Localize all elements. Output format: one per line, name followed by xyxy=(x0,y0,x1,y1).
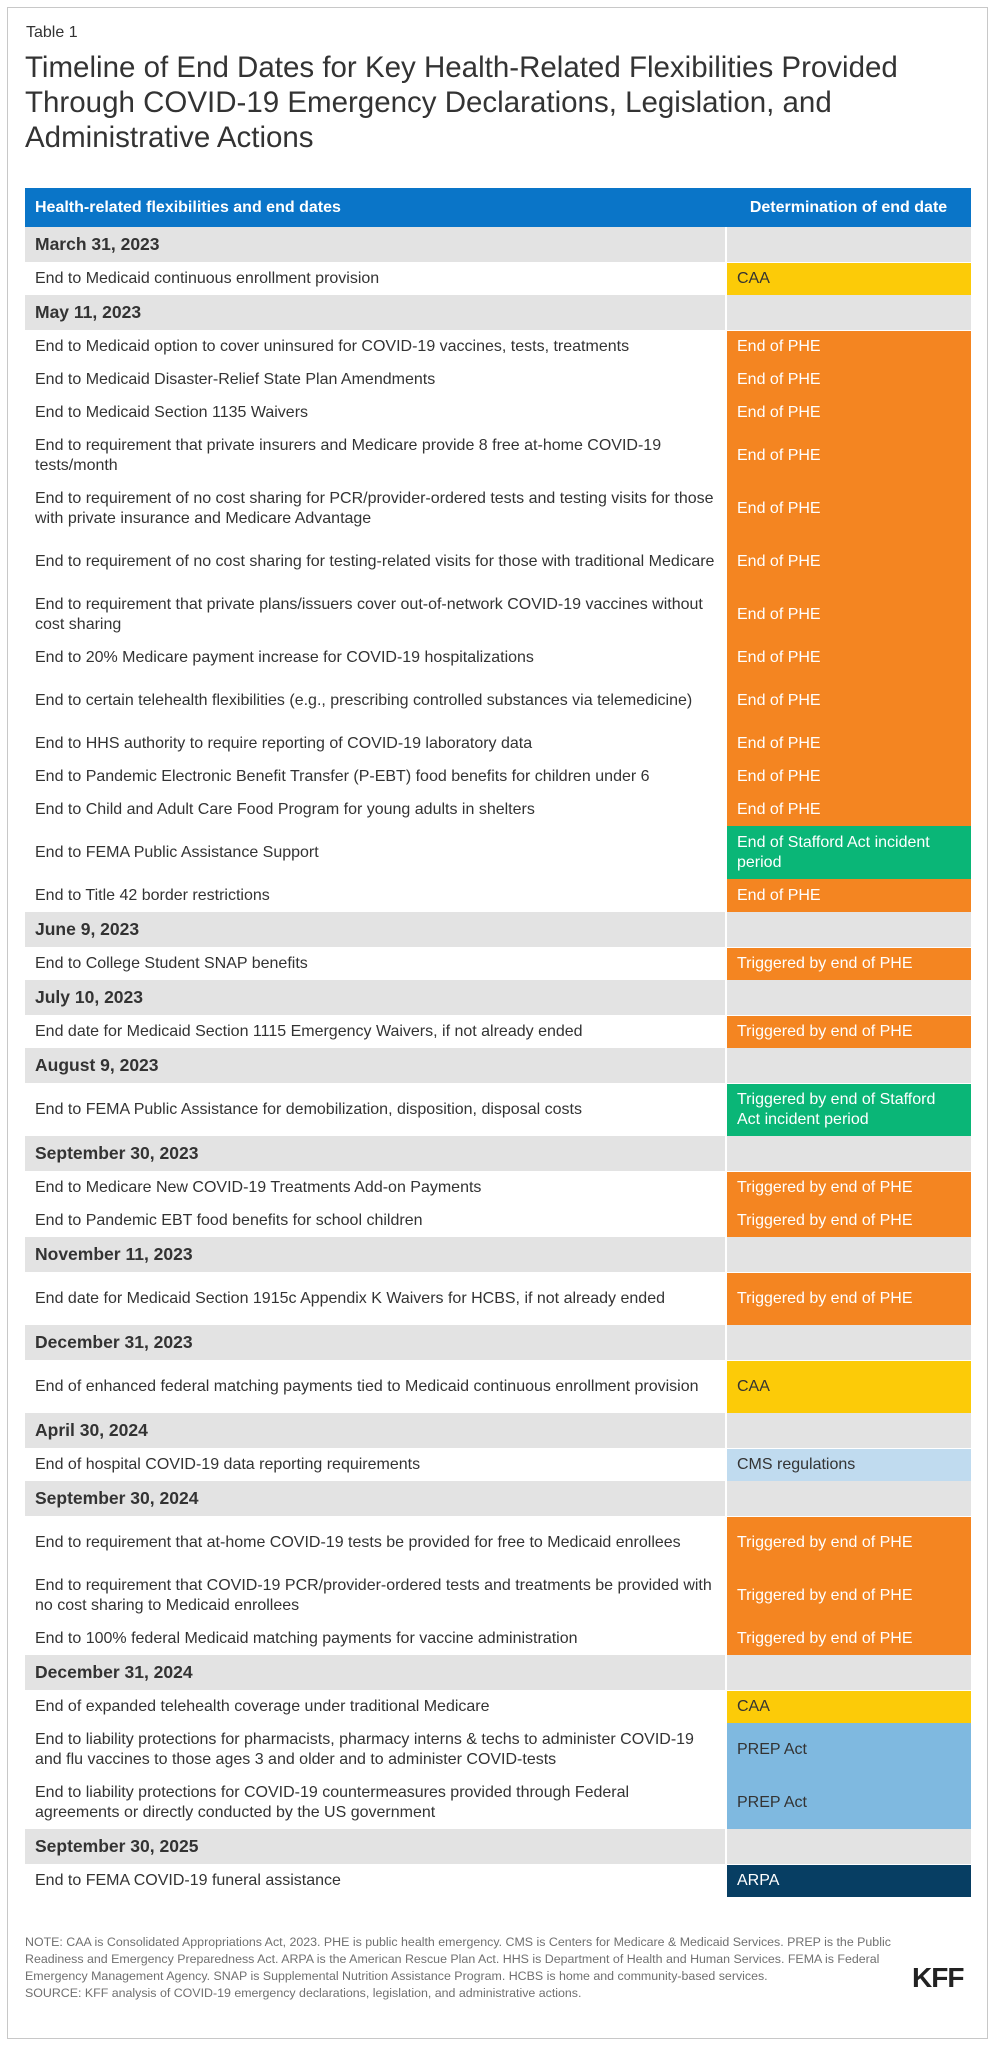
date-group-empty-cell xyxy=(726,1237,971,1272)
flexibility-description: End date for Medicaid Section 1915c Appendix K Waivers for HCBS, if not already ended xyxy=(25,1272,726,1325)
date-group-row xyxy=(25,1237,971,1272)
date-group-label: September 30, 2025 xyxy=(25,1829,726,1864)
determination-badge: End of PHE xyxy=(726,482,971,535)
date-group-row xyxy=(25,295,971,330)
flexibility-description: End to requirement of no cost sharing for PCR/provider-ordered tests and testing visits for those with private insurance and Medicare Advantage xyxy=(25,482,726,535)
determination-badge: End of PHE xyxy=(726,674,971,727)
page-title: Timeline of End Dates for Key Health-Related Flexibilities Provided Through COVID-19 Emergency Declarations, Legislation, and Administrative Actions xyxy=(25,51,898,154)
table-row xyxy=(25,1690,971,1723)
table-row xyxy=(25,1083,971,1136)
flexibility-description: End to Medicaid continuous enrollment provision xyxy=(25,262,726,295)
table-row xyxy=(25,363,971,396)
table-row xyxy=(25,826,971,879)
flexibility-description: End date for Medicaid Section 1115 Emergency Waivers, if not already ended xyxy=(25,1015,726,1048)
table-row xyxy=(25,588,971,641)
date-group-row xyxy=(25,980,971,1015)
date-group-empty-cell xyxy=(726,295,971,330)
date-group-label: June 9, 2023 xyxy=(25,912,726,947)
date-group-label: July 10, 2023 xyxy=(25,980,726,1015)
table-row xyxy=(25,879,971,912)
flexibility-description: End to certain telehealth flexibilities (e.g., prescribing controlled substances via telemedicine) xyxy=(25,674,726,727)
date-group-label: August 9, 2023 xyxy=(25,1048,726,1083)
table-row xyxy=(25,1171,971,1204)
date-group-label: September 30, 2023 xyxy=(25,1136,726,1171)
date-group-row xyxy=(25,1829,971,1864)
determination-badge: End of PHE xyxy=(726,588,971,641)
flexibility-description: End to Medicaid option to cover uninsured for COVID-19 vaccines, tests, treatments xyxy=(25,330,726,363)
table-row xyxy=(25,641,971,674)
determination-badge: PREP Act xyxy=(726,1776,971,1829)
table-row xyxy=(25,1622,971,1655)
date-group-empty-cell xyxy=(726,1655,971,1690)
determination-badge: End of PHE xyxy=(726,396,971,429)
flexibility-description: End to Pandemic EBT food benefits for school children xyxy=(25,1204,726,1237)
table-row xyxy=(25,727,971,760)
table-row xyxy=(25,1516,971,1569)
date-group-empty-cell xyxy=(726,1481,971,1516)
determination-badge: CAA xyxy=(726,1690,971,1723)
date-group-label: December 31, 2023 xyxy=(25,1325,726,1360)
determination-badge: CMS regulations xyxy=(726,1448,971,1481)
determination-badge: Triggered by end of PHE xyxy=(726,1272,971,1325)
flexibility-description: End of enhanced federal matching payments tied to Medicaid continuous enrollment provision xyxy=(25,1360,726,1413)
table-row xyxy=(25,1015,971,1048)
determination-badge: End of PHE xyxy=(726,363,971,396)
date-group-empty-cell xyxy=(726,1048,971,1083)
determination-badge: Triggered by end of PHE xyxy=(726,1171,971,1204)
date-group-row xyxy=(25,912,971,947)
flexibility-description: End to College Student SNAP benefits xyxy=(25,947,726,980)
table-row xyxy=(25,1448,971,1481)
determination-badge: Triggered by end of PHE xyxy=(726,1569,971,1622)
table-row xyxy=(25,429,971,482)
determination-badge: Triggered by end of Stafford Act incident period xyxy=(726,1083,971,1136)
table-row xyxy=(25,947,971,980)
determination-badge: End of PHE xyxy=(726,793,971,826)
date-group-row xyxy=(25,227,971,262)
determination-badge: CAA xyxy=(726,1360,971,1413)
determination-badge: End of PHE xyxy=(726,879,971,912)
table-row xyxy=(25,262,971,295)
flexibility-description: End to 100% federal Medicaid matching payments for vaccine administration xyxy=(25,1622,726,1655)
flexibility-description: End to Medicaid Disaster-Relief State Plan Amendments xyxy=(25,363,726,396)
date-group-label: December 31, 2024 xyxy=(25,1655,726,1690)
determination-badge: Triggered by end of PHE xyxy=(726,1622,971,1655)
flexibility-description: End to 20% Medicare payment increase for COVID-19 hospitalizations xyxy=(25,641,726,674)
determination-badge: ARPA xyxy=(726,1864,971,1897)
column-header-flexibilities: Health-related flexibilities and end dates xyxy=(25,188,726,227)
table-row xyxy=(25,1272,971,1325)
flexibility-description: End to Medicare New COVID-19 Treatments Add-on Payments xyxy=(25,1171,726,1204)
flexibility-description: End to Pandemic Electronic Benefit Transfer (P-EBT) food benefits for children under 6 xyxy=(25,760,726,793)
date-group-row xyxy=(25,1481,971,1516)
flexibility-description: End to requirement that COVID-19 PCR/provider-ordered tests and treatments be provided with no cost sharing to Medicaid enrollees xyxy=(25,1569,726,1622)
date-group-empty-cell xyxy=(726,1413,971,1448)
date-group-empty-cell xyxy=(726,1325,971,1360)
footer-note: NOTE: CAA is Consolidated Appropriations Act, 2023. PHE is public health emergency. CMS is Centers for Medicare & Medicaid Services. PREP is the Public Readiness and Emergency Preparedness Act. ARPA is the American Rescue Plan Act. HHS is Department of Health and Human Services. FEMA is Federal Emergency Management Agency. SNAP is Supplemental Nutrition Assistance Program. HCBS is home and community-based services. xyxy=(25,1935,891,1983)
date-group-label: April 30, 2024 xyxy=(25,1413,726,1448)
table-row xyxy=(25,482,971,535)
determination-badge: CAA xyxy=(726,262,971,295)
table-row xyxy=(25,396,971,429)
flexibility-description: End to requirement that at-home COVID-19 tests be provided for free to Medicaid enrollees xyxy=(25,1516,726,1569)
flexibility-description: End of hospital COVID-19 data reporting requirements xyxy=(25,1448,726,1481)
date-group-row xyxy=(25,1325,971,1360)
determination-badge: End of PHE xyxy=(726,330,971,363)
flexibility-description: End to Title 42 border restrictions xyxy=(25,879,726,912)
flexibility-description: End to FEMA Public Assistance Support xyxy=(25,826,726,879)
date-group-row xyxy=(25,1136,971,1171)
flexibility-description: End to liability protections for pharmacists, pharmacy interns & techs to administer COVID-19 and flu vaccines to those ages 3 and older and to administer COVID-tests xyxy=(25,1723,726,1776)
determination-badge: End of PHE xyxy=(726,535,971,588)
date-group-empty-cell xyxy=(726,227,971,262)
table-row xyxy=(25,1569,971,1622)
determination-badge: Triggered by end of PHE xyxy=(726,1015,971,1048)
footer-notes xyxy=(25,1934,910,2002)
date-group-label: May 11, 2023 xyxy=(25,295,726,330)
date-group-row xyxy=(25,1413,971,1448)
determination-badge: Triggered by end of PHE xyxy=(726,1516,971,1569)
date-group-row xyxy=(25,1048,971,1083)
flexibility-description: End to HHS authority to require reporting of COVID-19 laboratory data xyxy=(25,727,726,760)
table-row xyxy=(25,1360,971,1413)
determination-badge: Triggered by end of PHE xyxy=(726,947,971,980)
flexibility-description: End of expanded telehealth coverage under traditional Medicare xyxy=(25,1690,726,1723)
flexibility-description: End to Medicaid Section 1135 Waivers xyxy=(25,396,726,429)
table-header-row xyxy=(25,188,971,227)
table-row xyxy=(25,1723,971,1776)
table-body xyxy=(25,227,971,1897)
flexibility-description: End to requirement that private plans/issuers cover out-of-network COVID-19 vaccines without cost sharing xyxy=(25,588,726,641)
table-row xyxy=(25,330,971,363)
date-group-label: March 31, 2023 xyxy=(25,227,726,262)
date-group-empty-cell xyxy=(726,1136,971,1171)
kff-logo: KFF xyxy=(912,1962,964,1993)
date-group-empty-cell xyxy=(726,980,971,1015)
determination-badge: End of PHE xyxy=(726,429,971,482)
date-group-label: September 30, 2024 xyxy=(25,1481,726,1516)
determination-badge: End of PHE xyxy=(726,760,971,793)
flexibility-description: End to FEMA COVID-19 funeral assistance xyxy=(25,1864,726,1897)
date-group-empty-cell xyxy=(726,912,971,947)
footer-source: SOURCE: KFF analysis of COVID-19 emergency declarations, legislation, and administrative actions. xyxy=(25,1986,582,2000)
table-row xyxy=(25,674,971,727)
determination-badge: Triggered by end of PHE xyxy=(726,1204,971,1237)
flexibility-description: End to FEMA Public Assistance for demobilization, disposition, disposal costs xyxy=(25,1083,726,1136)
date-group-empty-cell xyxy=(726,1829,971,1864)
determination-badge: PREP Act xyxy=(726,1723,971,1776)
flexibility-description: End to requirement of no cost sharing for testing-related visits for those with traditional Medicare xyxy=(25,535,726,588)
table-row xyxy=(25,793,971,826)
determination-badge: End of PHE xyxy=(726,727,971,760)
timeline-table xyxy=(25,188,971,1897)
table-label: Table 1 xyxy=(26,24,78,41)
column-header-determination: Determination of end date xyxy=(726,188,971,227)
table-row xyxy=(25,1864,971,1897)
table-row xyxy=(25,760,971,793)
flexibility-description: End to Child and Adult Care Food Program for young adults in shelters xyxy=(25,793,726,826)
table-row xyxy=(25,535,971,588)
date-group-label: November 11, 2023 xyxy=(25,1237,726,1272)
table-row xyxy=(25,1204,971,1237)
determination-badge: End of Stafford Act incident period xyxy=(726,826,971,879)
flexibility-description: End to liability protections for COVID-19 countermeasures provided through Federal agreements or directly conducted by the US government xyxy=(25,1776,726,1829)
flexibility-description: End to requirement that private insurers and Medicare provide 8 free at-home COVID-19 tests/month xyxy=(25,429,726,482)
determination-badge: End of PHE xyxy=(726,641,971,674)
date-group-row xyxy=(25,1655,971,1690)
table-row xyxy=(25,1776,971,1829)
